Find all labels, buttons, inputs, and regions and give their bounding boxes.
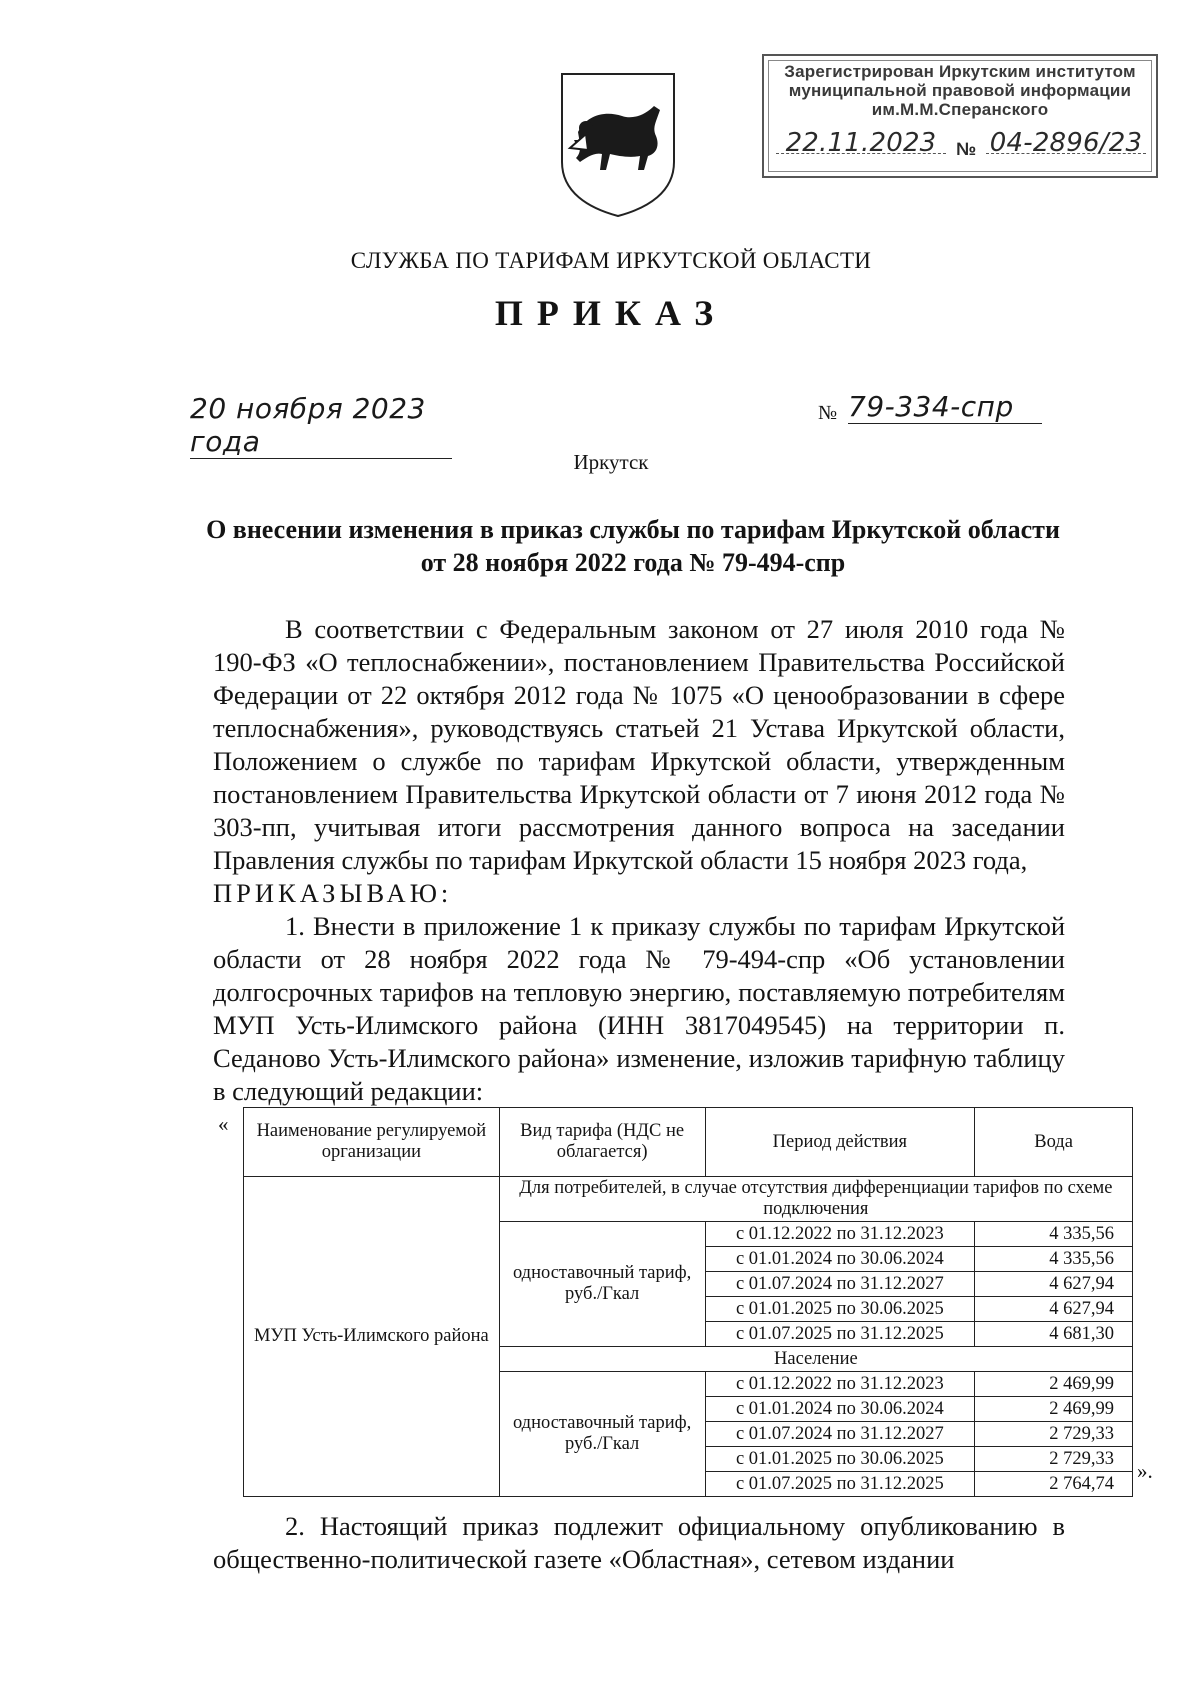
stamp-line-1: Зарегистрирован Иркутским институтом — [784, 62, 1136, 81]
period-cell: с 01.07.2025 по 31.12.2025 — [705, 1322, 975, 1347]
tariff-type-cell: одноставочный тариф, руб./Гкал — [499, 1222, 705, 1347]
header-period: Период действия — [705, 1108, 975, 1177]
value-cell: 2 729,33 — [975, 1422, 1133, 1447]
item-2-paragraph: 2. Настоящий приказ подлежит официальному опубликованию в общественно-политической газете «Областная», сетевом издании — [213, 1511, 1065, 1574]
value-cell: 4 681,30 — [975, 1322, 1133, 1347]
stamp-number-label: № — [956, 139, 977, 159]
period-cell: с 01.01.2025 по 30.06.2025 — [705, 1297, 975, 1322]
registration-stamp — [762, 54, 1158, 178]
period-cell: с 01.12.2022 по 31.12.2023 — [705, 1372, 975, 1397]
table-quote-close: ». — [1137, 1459, 1153, 1483]
stamp-date: 22.11.2023 — [776, 134, 946, 154]
period-cell: с 01.07.2024 по 31.12.2027 — [705, 1272, 975, 1297]
order-word: ПРИКАЗЫВАЮ: — [213, 878, 453, 908]
group-caption: Для потребителей, в случае отсутствия дифференциации тарифов по схеме подключения — [499, 1177, 1132, 1222]
issuing-authority: СЛУЖБА ПО ТАРИФАМ ИРКУТСКОЙ ОБЛАСТИ — [350, 248, 872, 273]
value-cell: 4 627,94 — [975, 1297, 1133, 1322]
period-cell: с 01.01.2025 по 30.06.2025 — [705, 1447, 975, 1472]
tariff-type-cell: одноставочный тариф, руб./Гкал — [499, 1372, 705, 1497]
preamble-paragraph: В соответствии с Федеральным законом от 27 июля 2010 года № 190-ФЗ «О теплоснабжении», постановлением Правительства Российской Федерации от 22 октября 2012 года № 1075 «О ценообразовании в сфере теплоснабжения», руководствуясь статьей 21 Устава Иркутской области, Положением о службе по тарифам Иркутской области, утвержденным постановлением Правительства Иркутской области от 7 июня 2012 года № 303-пп, учитывая итоги рассмотрения данного вопроса на заседании Правления службы по тарифам Иркутской области 15 ноября 2023 года, — [213, 614, 1065, 875]
heading-line-2: от 28 ноября 2022 года № 79-494-спр — [420, 548, 846, 577]
period-cell: с 01.01.2024 по 30.06.2024 — [705, 1397, 975, 1422]
order-date: 20 ноября 2023 года — [190, 392, 452, 459]
tariff-table — [243, 1107, 1133, 1497]
header-water: Вода — [975, 1108, 1133, 1177]
group-caption: Население — [499, 1347, 1132, 1372]
org-name-cell: МУП Усть-Илимского района — [244, 1177, 500, 1497]
value-cell: 2 469,99 — [975, 1397, 1133, 1422]
document-title: ПРИКАЗ — [494, 293, 728, 333]
header-org: Наименование регулируемой организации — [244, 1108, 500, 1177]
period-cell: с 01.01.2024 по 30.06.2024 — [705, 1247, 975, 1272]
item-1-paragraph: 1. Внести в приложение 1 к приказу службы по тарифам Иркутской области от 28 ноября 2022 года № 79-494-спр «Об установлении долгосрочных тарифов на тепловую энергию, поставляемую потребителям МУП Усть-Илимского района (ИНН 3817049545) на территории п. Седаново Усть-Илимского района» изменение, изложив тарифную таблицу в следующий редакции: — [213, 911, 1065, 1106]
period-cell: с 01.12.2022 по 31.12.2023 — [705, 1222, 975, 1247]
order-heading — [200, 513, 1066, 579]
city: Иркутск — [573, 450, 649, 474]
value-cell: 2 469,99 — [975, 1372, 1133, 1397]
value-cell: 4 335,56 — [975, 1247, 1133, 1272]
heading-line-1: О внесении изменения в приказ службы по тарифам Иркутской области — [206, 515, 1060, 544]
value-cell: 2 729,33 — [975, 1447, 1133, 1472]
period-cell: с 01.07.2024 по 31.12.2027 — [705, 1422, 975, 1447]
item-2-block — [213, 1510, 1065, 1576]
table-header-row — [244, 1108, 1133, 1177]
value-cell: 4 335,56 — [975, 1222, 1133, 1247]
header-tariff-type: Вид тарифа (НДС не облагается) — [499, 1108, 705, 1177]
value-cell: 4 627,94 — [975, 1272, 1133, 1297]
period-cell: с 01.07.2025 по 31.12.2025 — [705, 1472, 975, 1497]
order-number: 79-334-спр — [848, 390, 1042, 424]
order-body — [213, 613, 1065, 1108]
stamp-line-3: им.М.М.Сперанского — [871, 100, 1049, 119]
table-row — [244, 1177, 1133, 1222]
order-number-label: № — [818, 402, 838, 424]
coat-of-arms-icon — [556, 70, 680, 220]
stamp-number: 04-2896/23 — [986, 134, 1146, 154]
stamp-line-2: муниципальной правовой информации — [788, 81, 1132, 100]
value-cell: 2 764,74 — [975, 1472, 1133, 1497]
table-quote-open: « — [218, 1112, 229, 1136]
